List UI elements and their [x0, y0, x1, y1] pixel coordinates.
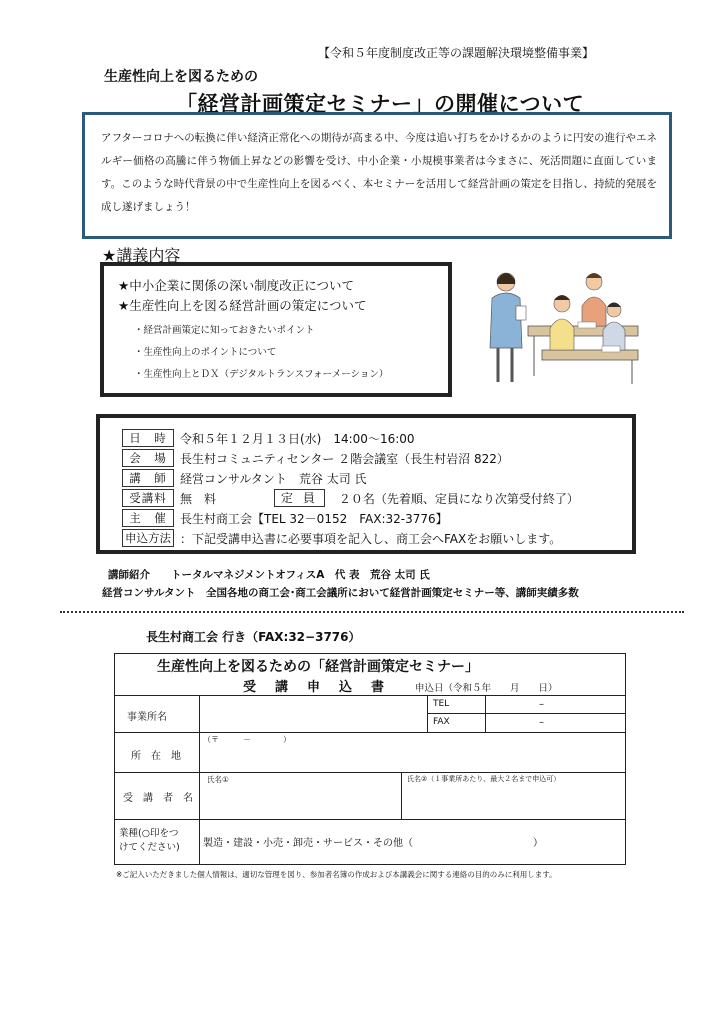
- application-form: [114, 653, 626, 865]
- detail-apply-label: 申込方法: [122, 529, 174, 547]
- form-grid-line: [115, 772, 625, 773]
- industry-options[interactable]: 製造・建設・小売・卸売・サービス・その他（ ）: [203, 838, 543, 849]
- detail-lecturer-label: 講 師: [122, 469, 174, 487]
- fax-label: FAX: [433, 717, 450, 727]
- form-title: 生産性向上を図るための「経営計画策定セミナー」: [157, 659, 479, 675]
- address-label: 所 在 地: [131, 751, 181, 762]
- lecturer-intro-line: 経営コンサルタント 全国各地の商工会･商工会議所において経営計画策定セミナー等、講師実績多数: [102, 587, 579, 599]
- lecture-sub-item: ・経営計画策定に知っておきたいポイント: [134, 325, 315, 336]
- lecture-main-item: ★中小企業に関係の深い制度改正について: [118, 278, 354, 293]
- fax-destination: 長生村商工会 行き（FAX:32−3776）: [146, 630, 361, 644]
- attendee-name-1-field[interactable]: [201, 786, 399, 817]
- form-grid-line: [115, 819, 625, 820]
- privacy-footnote: ※ご記入いただきました個人情報は、適切な管理を図り、参加者名簿の作成および本講義会に関する連絡の目的のみに利用します。: [116, 870, 557, 879]
- industry-label-line1: 業種(○印をつ: [119, 828, 179, 839]
- attendee-name-2-label: 氏名②（１事業所あたり、最大２名まで申込可）: [407, 775, 561, 783]
- form-grid-line: [115, 695, 625, 696]
- detail-venue-value: 長生村コミュニティセンター ２階会議室（長生村岩沼 822）: [180, 451, 509, 466]
- form-subtitle: 受 講 申 込 書: [243, 680, 388, 695]
- business-name-field[interactable]: [201, 698, 427, 730]
- lecture-sub-item: ・生産性向上のポイントについて: [134, 347, 277, 358]
- project-tag: 【令和５年度制度改正等の課題解決環境整備事業】: [318, 46, 595, 60]
- detail-apply-value: ：下記受講申込書に必要事項を記入し、商工会へFAXをお願いします。: [180, 531, 562, 546]
- industry-label-line2: けてください): [119, 842, 180, 853]
- postal-code-prefix: （〒 － ）: [203, 735, 291, 744]
- business-name-label: 事業所名: [127, 712, 167, 723]
- tel-field[interactable]: [487, 697, 623, 712]
- intro-box: [82, 112, 672, 239]
- form-grid-line: [427, 713, 625, 714]
- detail-lecturer-value: 経営コンサルタント 荒谷 太司 氏: [180, 471, 367, 486]
- intro-text: アフターコロナへの転換に伴い経済正常化への期待が高まる中、今度は追い打ちをかけるかのように円安の進行やエネルギー価格の高騰に伴う物価上昇などの影響を受け、中小企業・小規模事業者は今まさに、死活問題に直面しています。このような時代背景の中で生産性向上を図るべく、本セミナーを活用して経営計画の策定を目指し、持続的発展を成し遂げましょう！: [101, 132, 657, 213]
- form-grid-line: [199, 695, 200, 864]
- form-grid-line: [115, 732, 625, 733]
- page-title: 「経営計画策定セミナー」の開催について: [176, 92, 585, 116]
- fax-dash: –: [539, 717, 544, 728]
- lecturer-intro: [102, 566, 579, 602]
- detail-venue-row: [122, 448, 632, 468]
- detail-host-value: 長生村商工会【TEL 32－0152 FAX:32-3776】: [180, 511, 448, 526]
- lecture-main-item: ★生産性向上を図る経営計画の策定について: [118, 298, 367, 313]
- tel-label: TEL: [433, 699, 450, 709]
- lecture-box: [100, 262, 452, 397]
- cut-line-divider: [60, 611, 684, 613]
- detail-date-label: 日 時: [122, 429, 174, 447]
- lecture-heading: ★講義内容: [102, 246, 181, 265]
- address-field[interactable]: [201, 744, 623, 770]
- detail-venue-label: 会 場: [122, 449, 174, 467]
- detail-lecturer-row: [122, 468, 632, 488]
- form-grid-line: [485, 695, 486, 732]
- detail-fee-value: 無 料: [180, 491, 217, 506]
- lecturer-intro-line: 講師紹介 トータルマネジメントオフィスA 代 表 荒谷 太司 氏: [108, 569, 430, 581]
- detail-date-value: 令和５年１２月１３日(水) 14:00〜16:00: [180, 431, 415, 446]
- form-grid-line: [401, 772, 402, 819]
- attendee-name-1-label: 氏名①: [207, 775, 229, 784]
- page-subtitle: 生産性向上を図るための: [104, 69, 258, 85]
- seminar-illustration: [482, 266, 640, 386]
- detail-date-row: [122, 428, 632, 448]
- seminar-details: [96, 414, 636, 554]
- detail-apply-row: [122, 528, 632, 548]
- detail-host-label: 主 催: [122, 509, 174, 527]
- form-grid-line: [427, 695, 428, 732]
- detail-capacity-value: ２０名（先着順、定員になり次第受付終了）: [338, 491, 579, 506]
- tel-dash: –: [539, 699, 544, 710]
- lecture-sub-item: ・生産性向上とＤＸ（デジタルトランスフォーメーション）: [134, 369, 389, 380]
- detail-host-row: [122, 508, 632, 528]
- fax-field[interactable]: [487, 715, 623, 730]
- attendee-name-2-field[interactable]: [403, 786, 623, 817]
- detail-fee-label: 受講料: [122, 489, 174, 507]
- application-date: 申込日（令和５年 月 日）: [415, 683, 558, 694]
- detail-capacity-label: 定 員: [274, 489, 325, 507]
- detail-fee-row: [122, 488, 632, 508]
- attendee-label: 受 講 者 名: [123, 793, 193, 804]
